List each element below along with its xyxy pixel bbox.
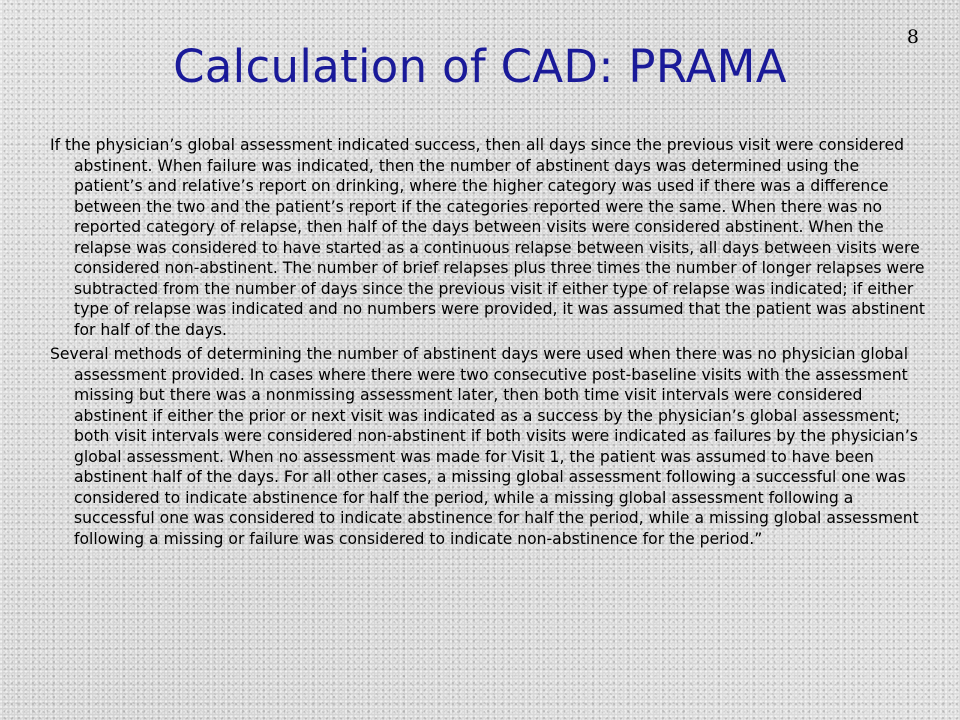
paragraph-physician-assessment: If the physician’s global assessment indicated success, then all days since the previous visit were considered abstinent. When failure was indicated, then the number of abstinent days was determined using the patient’s and relative’s report on drinking, where the higher category was used if there was a difference between the two and the patient’s report if the categories reported were the same. When there was no reported category of relapse, then half of the days between visits were considered abstinent. When the relapse was considered to have started as a continuous relapse between visits, all days between visits were considered non-abstinent. The number of brief relapses plus three times the number of longer relapses were subtracted from the number of days since the previous visit if either type of relapse was indicated; if either type of relapse was indicated and no numbers were provided, it was assumed that the patient was abstinent for half of the days. xyxy=(50,136,926,339)
slide-title: Calculation of CAD: PRAMA xyxy=(173,40,787,93)
slide-body xyxy=(50,135,930,553)
slide-number: 8 xyxy=(906,26,919,48)
paragraph-missing-assessment: Several methods of determining the number of abstinent days were used when there was no physician global assessment provided. In cases where there were two consecutive post-baseline visits with the assessment missing but there was a nonmissing assessment later, then both time visit intervals were considered abstinent if either the prior or next visit was indicated as a success by the physician’s global assessment; both visit intervals were considered non-abstinent if both visits were indicated as failures by the physician’s global assessment. When no assessment was made for Visit 1, the patient was assumed to have been abstinent half of the days. For all other cases, a missing global assessment following a successful one was considered to indicate abstinence for half the period, while a missing global assessment following a successful one was considered to indicate abstinence for half the period, while a missing global assessment following a missing or failure was considered to indicate non-abstinence for the period.” xyxy=(50,345,919,548)
